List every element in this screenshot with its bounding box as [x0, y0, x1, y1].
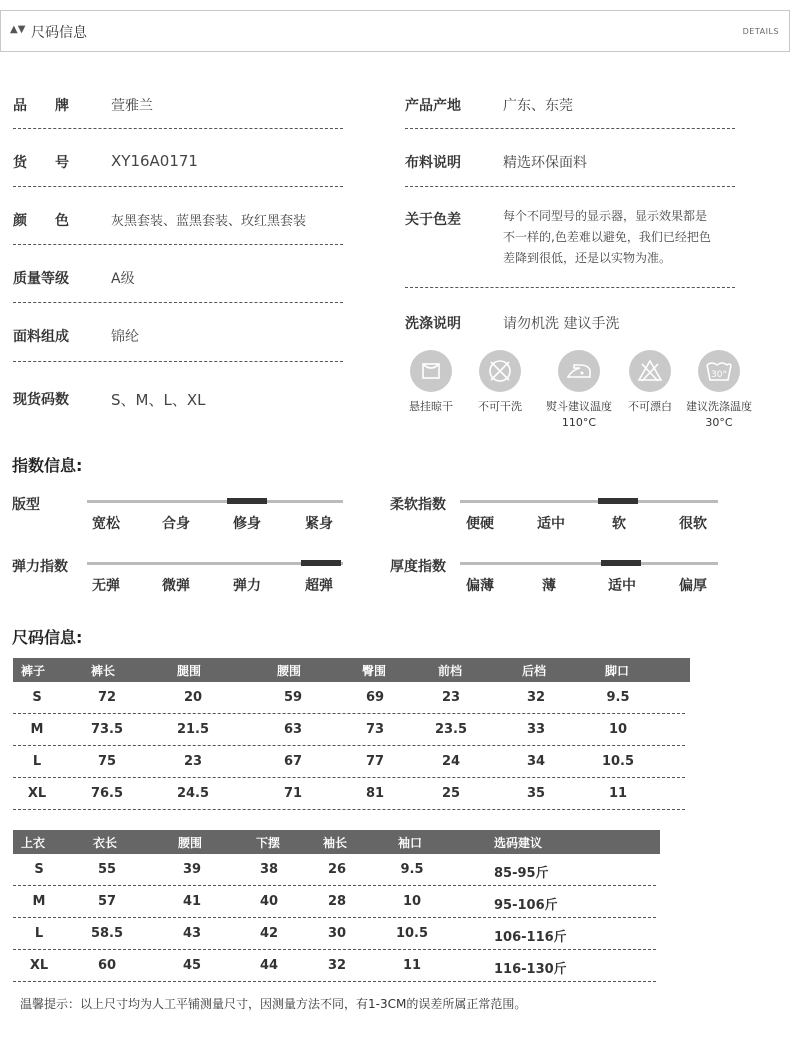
color-diff-line: 差降到很低，还是以实物为准。: [503, 251, 672, 265]
index-option: 适中: [608, 578, 636, 594]
svg-text:30°: 30°: [711, 370, 727, 380]
wash-caption-line1: 熨斗建议温度: [546, 400, 612, 413]
table-cell: 25: [441, 786, 461, 801]
info-value: 萱雅兰: [111, 98, 153, 114]
table-header-cell: 袖口: [398, 836, 423, 850]
info-sizes: [13, 384, 343, 412]
index-label: 柔软指数: [390, 497, 446, 513]
table-header-cell: 腰围: [178, 836, 203, 850]
color-diff-line: 每个不同型号的显示器，显示效果都是: [503, 209, 708, 223]
wash-caption-line2: 110°C: [561, 416, 597, 429]
table-cell: 23: [441, 690, 461, 705]
table-cell: 26: [327, 862, 347, 877]
info-value: XY16A0171: [111, 152, 198, 170]
table-cell: 95-106斤: [494, 898, 558, 913]
index-option: 合身: [162, 516, 190, 532]
info-value: S、M、L、XL: [111, 391, 206, 409]
index-option: 适中: [537, 516, 565, 532]
divider: [13, 128, 343, 129]
table-header-cell: 臀围: [362, 664, 387, 678]
divider: [405, 287, 735, 288]
index-thickness: [390, 556, 730, 626]
table-header: [13, 658, 690, 682]
info-value: 广东、东莞: [503, 98, 573, 114]
table-cell: 67: [283, 754, 303, 769]
table-header-cell: 裤子: [21, 664, 46, 678]
wash-caption-line1: 建议洗涤温度: [686, 400, 752, 413]
table-header-cell: 下摆: [256, 836, 281, 850]
wash-caption: [539, 399, 619, 431]
index-label: 版型: [12, 497, 40, 513]
table-header-cell: 后档: [522, 664, 547, 678]
table-cell: 71: [283, 786, 303, 801]
table-cell: 43: [182, 926, 202, 941]
table-cell: 10.5: [395, 926, 429, 941]
table-row: [13, 682, 685, 714]
color-diff-text: [503, 206, 748, 269]
info-value: 精选环保面料: [503, 155, 587, 171]
table-cell: 38: [259, 862, 279, 877]
row-divider: [13, 809, 685, 810]
table-cell: M: [32, 894, 46, 909]
table-header: [13, 830, 660, 854]
index-track: [460, 562, 718, 565]
table-cell: L: [34, 926, 44, 941]
index-option: 偏薄: [466, 578, 494, 594]
index-option: 弹力: [233, 578, 261, 594]
info-label: 货 号: [13, 155, 69, 171]
wash-item: [391, 350, 471, 415]
info-material: [13, 321, 343, 349]
table-cell: 24.5: [176, 786, 210, 801]
index-option: 软: [612, 516, 626, 532]
table-cell: 42: [259, 926, 279, 941]
info-value: A级: [111, 271, 135, 287]
info-brand: [13, 90, 343, 118]
index-option: 超弹: [305, 578, 333, 594]
index-softness: [390, 494, 730, 564]
index-option: 便硬: [466, 516, 494, 532]
wash-item: [610, 350, 690, 415]
info-label: 颜 色: [13, 213, 69, 229]
info-origin: [405, 90, 735, 118]
index-marker: [601, 560, 641, 566]
divider: [13, 244, 343, 245]
index-elasticity: [12, 556, 352, 626]
table-cell: 58.5: [90, 926, 124, 941]
table-cell: 30: [327, 926, 347, 941]
table-cell: 10: [402, 894, 422, 909]
index-option: 很软: [679, 516, 707, 532]
table-header-cell: 衣长: [93, 836, 118, 850]
details-link[interactable]: DETAILS: [742, 27, 779, 36]
table-cell: 10.5: [601, 754, 635, 769]
table-cell: 60: [97, 958, 117, 973]
row-divider: [13, 981, 656, 982]
table-header-cell: 选码建议: [494, 836, 543, 850]
wash-item: [679, 350, 759, 431]
no-bleach-icon: [629, 350, 671, 392]
table-cell: 45: [182, 958, 202, 973]
table-cell: 23: [183, 754, 203, 769]
table-cell: 81: [365, 786, 385, 801]
divider: [13, 361, 343, 362]
divider: [13, 302, 343, 303]
table-header-cell: 腿围: [177, 664, 202, 678]
table-cell: 73.5: [90, 722, 124, 737]
wash-item: [460, 350, 540, 415]
table-cell: 10: [608, 722, 628, 737]
index-section-title: 指数信息:: [12, 456, 83, 475]
table-row: [13, 918, 656, 950]
pants-size-table: [13, 658, 690, 818]
table-cell: 39: [182, 862, 202, 877]
table-cell: 20: [183, 690, 203, 705]
size-note: 温馨提示：以上尺寸均为人工平铺测量尺寸，因测量方法不同，有1-3CM的误差所属正常范围。: [20, 997, 527, 1011]
table-header-cell: 裤长: [91, 664, 116, 678]
info-label: 布料说明: [405, 155, 461, 171]
table-cell: 55: [97, 862, 117, 877]
info-fabric: [405, 147, 735, 175]
table-cell: 77: [365, 754, 385, 769]
info-label: 产品产地: [405, 98, 461, 114]
table-header-cell: 袖长: [323, 836, 348, 850]
section-header: [0, 10, 790, 52]
table-row: [13, 886, 656, 918]
table-cell: 85-95斤: [494, 866, 549, 881]
index-option: 紧身: [305, 516, 333, 532]
table-cell: S: [34, 862, 44, 877]
header-title: 尺码信息: [31, 25, 87, 41]
index-option: 无弹: [92, 578, 120, 594]
info-value: 灰黑套装、蓝黑套装、玫红黑套装: [111, 214, 307, 229]
wash-caption-line2: 30°C: [705, 416, 733, 429]
divider: [405, 186, 735, 187]
info-value: 请勿机洗 建议手洗: [503, 316, 620, 332]
wash-caption: [679, 399, 759, 431]
info-label: 面料组成: [13, 329, 69, 345]
index-option: 修身: [233, 516, 261, 532]
index-option: 宽松: [92, 516, 120, 532]
table-cell: L: [32, 754, 42, 769]
info-label: 洗涤说明: [405, 316, 461, 332]
index-label: 厚度指数: [390, 559, 446, 575]
info-label: 现货码数: [13, 392, 69, 408]
table-cell: 28: [327, 894, 347, 909]
table-cell: 32: [526, 690, 546, 705]
index-option: 薄: [542, 578, 556, 594]
table-cell: 106-116斤: [494, 930, 567, 945]
info-label: 质量等级: [13, 271, 69, 287]
iron-icon: [558, 350, 600, 392]
table-cell: 24: [441, 754, 461, 769]
divider: [13, 186, 343, 187]
index-option: 微弹: [162, 578, 190, 594]
wash-temp-icon: [698, 350, 740, 392]
info-label: 品 牌: [13, 98, 69, 114]
index-marker: [598, 498, 638, 504]
table-cell: 33: [526, 722, 546, 737]
wash-icons: [404, 350, 764, 430]
table-cell: XL: [27, 786, 47, 801]
info-label: 关于色差: [405, 212, 461, 228]
table-row: [13, 746, 685, 778]
table-cell: 75: [97, 754, 117, 769]
index-fit: [12, 494, 352, 564]
collapse-arrow-icon[interactable]: ▲▼: [10, 24, 26, 35]
table-cell: 57: [97, 894, 117, 909]
table-cell: 11: [608, 786, 628, 801]
info-value: 锦纶: [111, 329, 139, 345]
wash-item: [539, 350, 619, 431]
table-header-cell: 上衣: [21, 836, 46, 850]
wash-caption: 不可干洗: [478, 400, 522, 413]
table-cell: M: [30, 722, 44, 737]
table-cell: 116-130斤: [494, 962, 567, 977]
table-row: [13, 854, 656, 886]
index-track: [460, 500, 718, 503]
no-dry-clean-icon: [479, 350, 521, 392]
table-header-cell: 脚口: [605, 664, 630, 678]
color-diff-line: 不一样的,色差难以避免，我们已经把色: [503, 230, 711, 244]
info-item-no: [13, 147, 343, 175]
hang-dry-icon: [410, 350, 452, 392]
info-color: [13, 205, 343, 233]
table-row: [13, 714, 685, 746]
divider: [405, 128, 735, 129]
index-label: 弹力指数: [12, 559, 68, 575]
table-cell: 23.5: [434, 722, 468, 737]
table-cell: 69: [365, 690, 385, 705]
top-size-table: [13, 830, 660, 990]
table-header-cell: 腰围: [277, 664, 302, 678]
index-track: [87, 500, 343, 503]
table-cell: 34: [526, 754, 546, 769]
info-wash: [405, 308, 735, 336]
wash-caption: 不可漂白: [628, 400, 672, 413]
info-grade: [13, 263, 343, 291]
table-cell: 72: [97, 690, 117, 705]
size-section-title: 尺码信息:: [12, 628, 83, 647]
table-cell: 44: [259, 958, 279, 973]
table-cell: 41: [182, 894, 202, 909]
table-cell: 9.5: [606, 690, 630, 705]
table-header-cell: 前档: [438, 664, 463, 678]
table-cell: 40: [259, 894, 279, 909]
index-marker: [301, 560, 341, 566]
table-cell: 21.5: [176, 722, 210, 737]
table-cell: 73: [365, 722, 385, 737]
table-cell: XL: [29, 958, 49, 973]
table-cell: 9.5: [400, 862, 424, 877]
index-option: 偏厚: [679, 578, 707, 594]
table-cell: 59: [283, 690, 303, 705]
table-cell: 76.5: [90, 786, 124, 801]
index-marker: [227, 498, 267, 504]
table-cell: 32: [327, 958, 347, 973]
table-row: [13, 950, 656, 982]
table-cell: 35: [526, 786, 546, 801]
table-cell: 11: [402, 958, 422, 973]
table-row: [13, 778, 685, 810]
table-cell: S: [32, 690, 42, 705]
wash-caption: 悬挂晾干: [409, 400, 453, 413]
table-cell: 63: [283, 722, 303, 737]
